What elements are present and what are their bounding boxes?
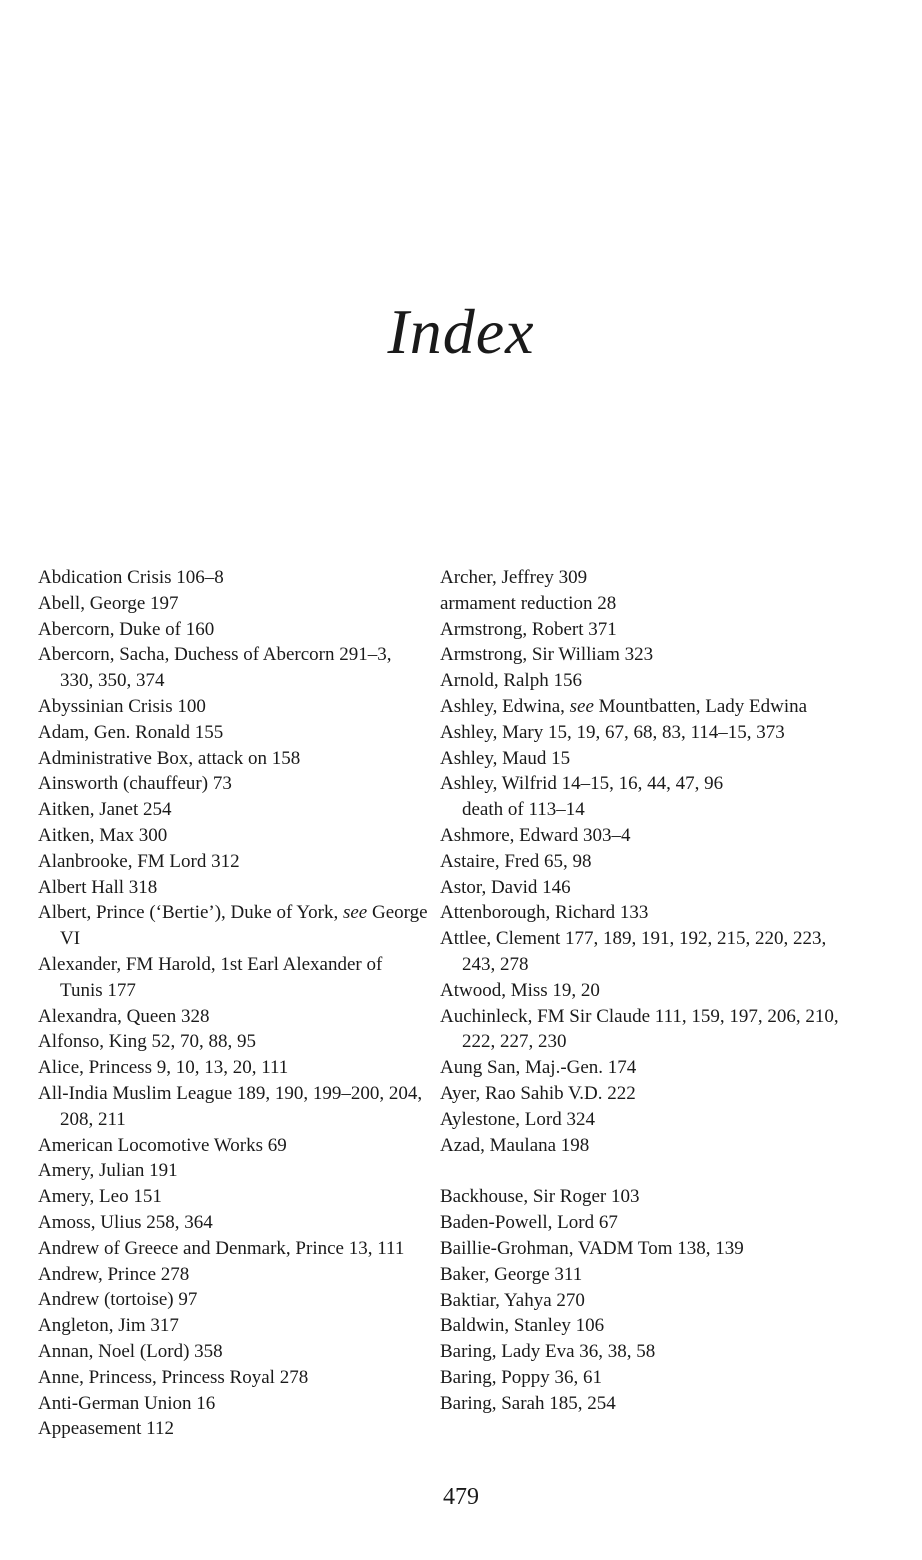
index-entry: Ashley, Maud 15 xyxy=(440,747,571,769)
index-entry: Adam, Gen. Ronald 155 xyxy=(38,721,224,743)
index-entry: Amery, Julian 191 xyxy=(38,1160,178,1182)
page-number: 479 xyxy=(443,1484,479,1510)
index-entry: Anne, Princess, Princess Royal 278 xyxy=(38,1366,309,1388)
index-entry: Administrative Box, attack on 158 xyxy=(38,747,301,769)
index-subentry: death of 113–14 xyxy=(462,799,585,821)
index-entry: Armstrong, Robert 371 xyxy=(440,618,617,640)
index-entry: Atwood, Miss 19, 20 xyxy=(440,979,600,1001)
index-entry: Baillie-Grohman, VADM Tom 138, 139 xyxy=(440,1237,744,1259)
index-column-left xyxy=(38,565,428,1442)
index-entry: Abercorn, Duke of 160 xyxy=(38,618,215,640)
index-entry: Alanbrooke, FM Lord 312 xyxy=(38,850,240,872)
index-entry: Armstrong, Sir William 323 xyxy=(440,644,654,666)
index-entry: Arnold, Ralph 156 xyxy=(440,670,582,692)
index-entry: Abyssinian Crisis 100 xyxy=(38,695,206,717)
index-entry: Ashley, Mary 15, 19, 67, 68, 83, 114–15, 373 xyxy=(440,721,785,743)
index-entry: Anti-German Union 16 xyxy=(38,1392,216,1414)
index-entry: Aitken, Janet 254 xyxy=(38,799,172,821)
index-entry: Aung San, Maj.-Gen. 174 xyxy=(440,1057,637,1079)
page-title: Index xyxy=(387,296,535,367)
index-entry: Alexandra, Queen 328 xyxy=(38,1005,210,1027)
index-entry: Baker, George 311 xyxy=(440,1263,583,1285)
index-entry: Baring, Poppy 36, 61 xyxy=(440,1366,603,1388)
index-entry: Ayer, Rao Sahib V.D. 222 xyxy=(440,1082,636,1104)
index-entry: Annan, Noel (Lord) 358 xyxy=(38,1340,223,1362)
index-entry: Baldwin, Stanley 106 xyxy=(440,1315,605,1337)
index-entry: Amoss, Ulius 258, 364 xyxy=(38,1211,213,1233)
index-column-right xyxy=(440,565,840,1417)
index-entry: All-India Muslim League 189, 190, 199–200, 204, 208, 211 xyxy=(38,1082,423,1130)
index-entry: Alexander, FM Harold, 1st Earl Alexander of Tunis 177 xyxy=(38,953,383,1001)
index-entry: Abell, George 197 xyxy=(38,592,179,614)
index-entry: Ashley, Edwina, see Mountbatten, Lady Edwina xyxy=(440,695,808,717)
index-entry: Archer, Jeffrey 309 xyxy=(440,567,588,588)
see-reference: see xyxy=(342,902,368,924)
index-entry: Astaire, Fred 65, 98 xyxy=(440,850,592,872)
index-entry: Albert, Prince (‘Bertie’), Duke of York, see George VI xyxy=(38,902,428,950)
index-entry: Attenborough, Richard 133 xyxy=(440,902,649,924)
index-entry: Auchinleck, FM Sir Claude 111, 159, 197, 206, 210, 222, 227, 230 xyxy=(440,1005,839,1053)
index-entry: Aylestone, Lord 324 xyxy=(440,1108,595,1130)
index-entry: Ashmore, Edward 303–4 xyxy=(440,824,631,846)
index-entry: Andrew of Greece and Denmark, Prince 13, 111 xyxy=(38,1237,405,1259)
index-entry: Ashley, Wilfrid 14–15, 16, 44, 47, 96 xyxy=(440,773,724,795)
index-entry: Azad, Maulana 198 xyxy=(440,1134,590,1156)
index-entry: Andrew, Prince 278 xyxy=(38,1263,190,1285)
index-entry: Backhouse, Sir Roger 103 xyxy=(440,1186,640,1208)
index-entry: Ainsworth (chauffeur) 73 xyxy=(38,773,232,795)
index-entry: Baring, Sarah 185, 254 xyxy=(440,1392,616,1414)
index-entry: Baktiar, Yahya 270 xyxy=(440,1289,585,1311)
see-reference: see xyxy=(569,695,594,717)
index-entry: Astor, David 146 xyxy=(440,876,571,898)
index-entry: Abdication Crisis 106–8 xyxy=(38,567,224,588)
index-entry: Abercorn, Sacha, Duchess of Abercorn 291–3, 330, 350, 374 xyxy=(38,644,392,692)
index-entry: Alice, Princess 9, 10, 13, 20, 111 xyxy=(38,1057,289,1079)
index-entry: Andrew (tortoise) 97 xyxy=(38,1289,198,1311)
index-entry: Albert Hall 318 xyxy=(38,876,158,898)
index-entry: Baden-Powell, Lord 67 xyxy=(440,1212,618,1234)
index-entry: American Locomotive Works 69 xyxy=(38,1134,287,1156)
index-entry: Aitken, Max 300 xyxy=(38,824,168,846)
index-entry: Amery, Leo 151 xyxy=(38,1186,162,1208)
letter-group-gap xyxy=(440,1158,840,1184)
index-entry: Baring, Lady Eva 36, 38, 58 xyxy=(440,1341,656,1363)
index-entry: Alfonso, King 52, 70, 88, 95 xyxy=(38,1031,256,1053)
index-entry: Attlee, Clement 177, 189, 191, 192, 215, 220, 223, 243, 278 xyxy=(440,928,827,975)
index-entry: armament reduction 28 xyxy=(440,592,617,614)
index-entry: Angleton, Jim 317 xyxy=(38,1315,179,1337)
index-entry: Appeasement 112 xyxy=(38,1418,174,1440)
